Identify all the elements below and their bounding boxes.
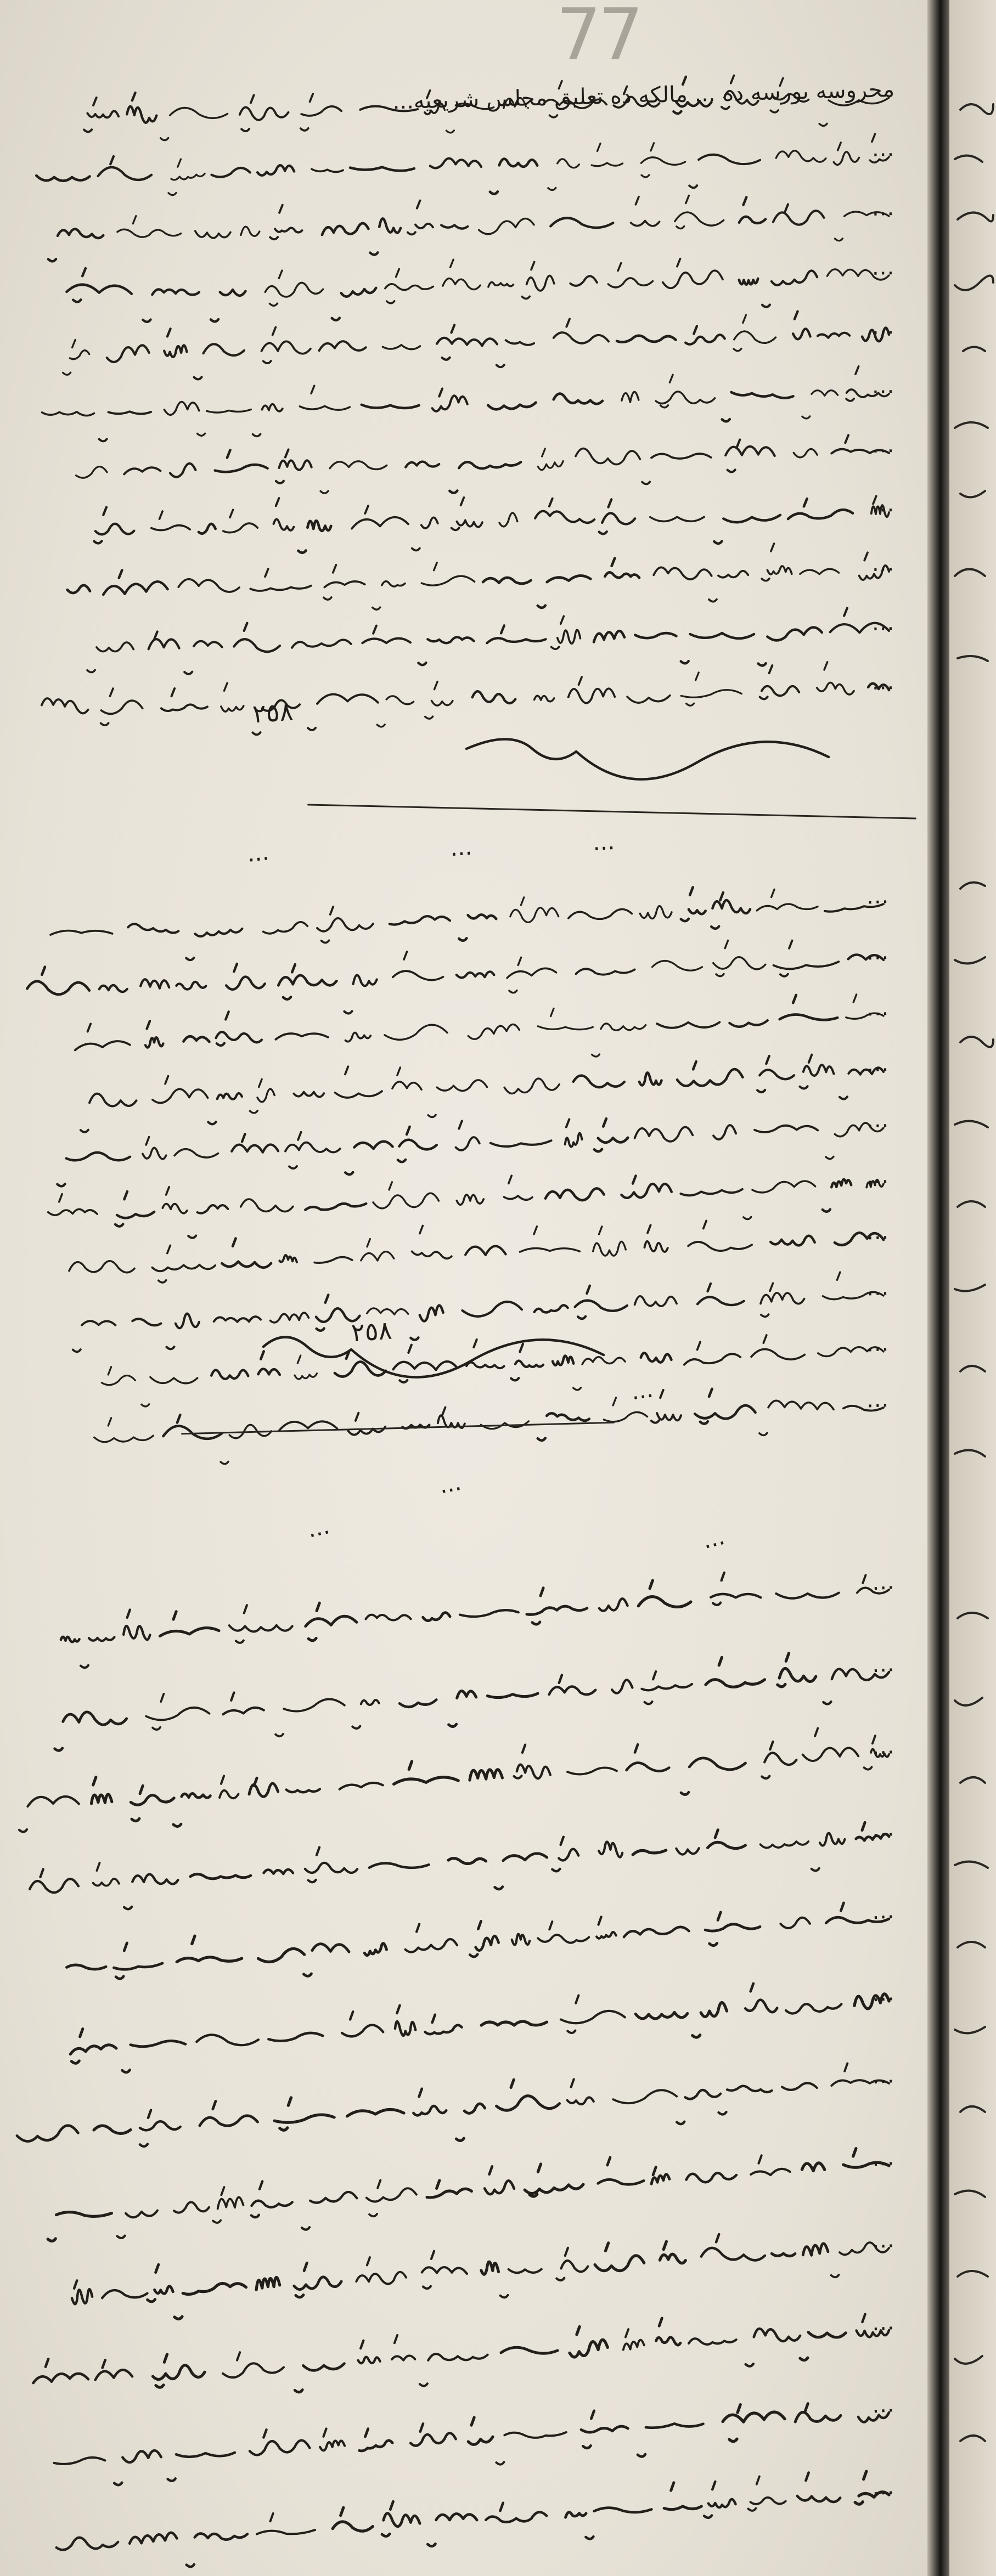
entry-text-line: ... bbox=[871, 2145, 896, 2172]
entry-text-line: ... bbox=[865, 1219, 890, 1245]
entry-text-line: ... bbox=[865, 1331, 890, 1357]
entry-text-line: ... bbox=[865, 995, 890, 1021]
witness-name: ... bbox=[699, 1522, 728, 1555]
date-annotation-2: ٢٥٨ bbox=[350, 1315, 393, 1348]
entry-text-line: ... bbox=[871, 2063, 896, 2089]
entry-text-line: ... bbox=[871, 1898, 896, 1925]
entry-text-line: ... bbox=[865, 1107, 890, 1133]
entry-text-line: ... bbox=[865, 1163, 890, 1189]
entry-text-line: ... bbox=[865, 1051, 890, 1077]
entry-text-line: ... bbox=[871, 2309, 896, 2336]
entry-text-line: ... bbox=[871, 1651, 896, 1678]
entry-text-line: ... bbox=[871, 1816, 896, 1843]
witness-name: ... bbox=[629, 1375, 655, 1405]
entry-text-line: ... bbox=[871, 2227, 896, 2254]
entry-text-line: ... bbox=[871, 136, 895, 162]
witness-name: ... bbox=[305, 1512, 332, 1543]
witness-name: ... bbox=[245, 838, 271, 867]
entry-text-line: ... bbox=[865, 883, 890, 909]
entry-text-line: ... bbox=[865, 939, 890, 965]
entry-text-line: ... bbox=[871, 2474, 896, 2501]
entry-text-line: ... bbox=[865, 1275, 890, 1301]
witness-name: ... bbox=[437, 1468, 464, 1499]
entry-text-line: ... bbox=[865, 1387, 890, 1413]
entry-text-line: ... bbox=[871, 1733, 896, 1760]
entry-text-line: محروسه بورسه ده ... مالکه ده تعلیق مجلس شریعیه... bbox=[392, 77, 895, 115]
facing-page-script bbox=[949, 0, 996, 2576]
facing-page-edge bbox=[949, 0, 996, 2576]
entry-text-line: ... bbox=[871, 610, 895, 636]
entry-text-line: ... bbox=[871, 492, 895, 517]
binding-gutter bbox=[927, 0, 949, 2576]
entry-text-line: ... bbox=[871, 314, 895, 340]
entry-text-line: ... bbox=[871, 195, 895, 221]
entry-text-line: ... bbox=[871, 669, 895, 695]
entry-text-line: ... bbox=[871, 1569, 896, 1596]
entry-text-line: ... bbox=[871, 1980, 896, 2007]
folio-number: 77 bbox=[556, 0, 640, 76]
entry-text-line: ... bbox=[871, 2392, 896, 2419]
witness-name: ... bbox=[592, 827, 616, 856]
entry-text-line: ... bbox=[871, 255, 895, 280]
entry-text-line: ... bbox=[871, 432, 895, 458]
date-annotation-1: ٢٥٨ bbox=[251, 696, 294, 729]
witness-name: ... bbox=[449, 833, 473, 862]
entry-text-line: ... bbox=[871, 373, 895, 399]
entry-text-line: ... bbox=[871, 551, 895, 577]
